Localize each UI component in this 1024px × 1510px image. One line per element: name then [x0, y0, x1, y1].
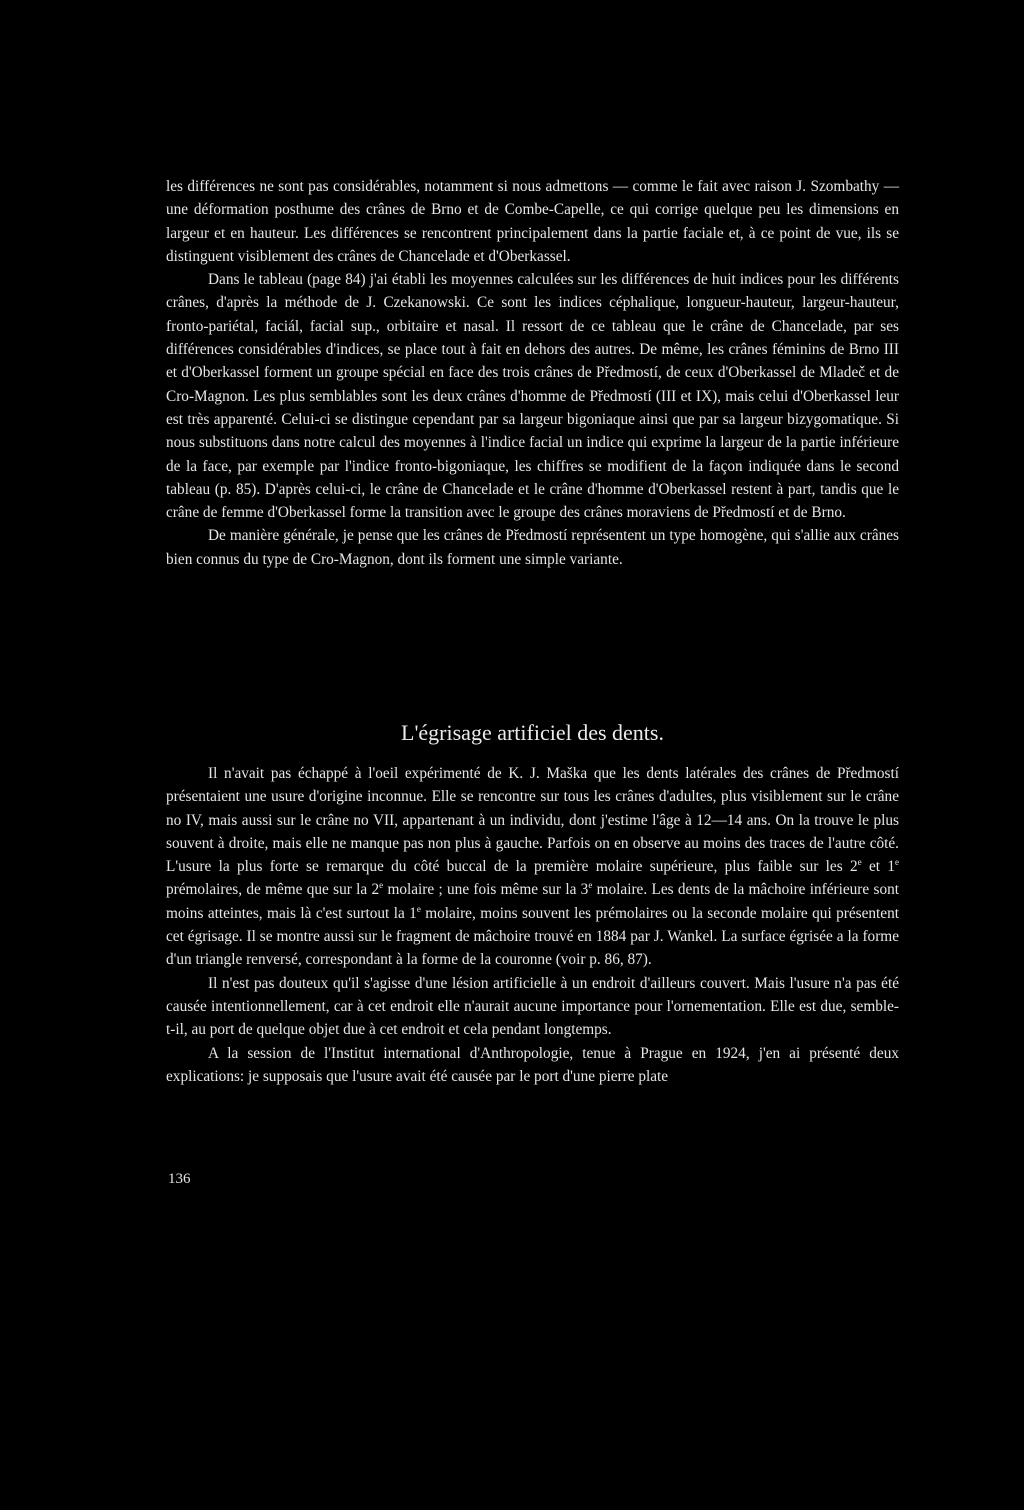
paragraph-4-text-b: et 1 — [861, 858, 896, 876]
paragraph-2: Dans le tableau (page 84) j'ai établi les moyennes calculées sur les différences de huit indices pour les différents crânes, d'après la méthode de J. Czekanowski. Ce sont les indices céphalique, longueur-hauteur, largeur-hauteur, fronto-pariétal, faciál, facial sup., orbitaire et nasal. Il ressort de ce tableau que le crâne de Chancelade, par ses différences considérables d'indices, se place tout à fait en dehors des autres. De même, les crânes féminins de Brno III et d'Oberkassel forment un groupe spécial en face des trois crânes de Předmostí, de ceux d'Oberkassel de Mladeč et de Cro-Magnon. Les plus semblables sont les deux crânes d'homme de Předmostí (III et IX), mais celui d'Oberkassel leur est très apparenté. Celui-ci se distingue cependant par sa largeur bigoniaque ainsi que par sa largeur bizygomatique. Si nous substituons dans notre calcul des moyennes à l'indice facial un indice qui exprime la largeur de la partie inférieure de la face, par exemple par l'indice fronto-bigoniaque, les chiffres se modifient de la façon indiquée dans le second tableau (p. 85). D'après celui-ci, le crâne de Chancelade et le crâne d'homme d'Oberkassel restent à part, tandis que le crâne de femme d'Oberkassel forme la transition avec le groupe des crânes moraviens de Předmostí et de Brno. — [166, 271, 899, 522]
superscript-e: e — [416, 903, 421, 914]
page-number: 136 — [168, 1171, 191, 1187]
superscript-e: e — [895, 857, 900, 868]
paragraph-6: A la session de l'Institut international d'Anthropologie, tenue à Prague en 1924, j'en ai présenté deux explications: je supposais que l'usure avait été causée par le port d'une pierre plate — [166, 1044, 899, 1085]
superscript-e: e — [857, 857, 862, 868]
body-text-bottom — [166, 762, 899, 1088]
paragraph-4-text-d: molaire ; une fois même sur la 3 — [383, 881, 589, 899]
superscript-e: e — [379, 880, 384, 891]
paragraph-1: les différences ne sont pas considérables, notamment si nous admettons — comme le fait avec raison J. Szombathy — une déformation posthume des crânes de Brno et de Combe-Capelle, ce qui corrige quelque peu les dimensions en largeur et en hauteur. Les différences se rencontrent principalement dans la partie faciale et, à ce point de vue, ils se distinguent visiblement des crânes de Chancelade et d'Oberkassel. — [166, 178, 899, 265]
paragraph-4-text-e: molaire. Les dents de la mâchoire inférieure sont moins atteintes, mais là c'est surtout la 1 — [166, 881, 899, 922]
body-text-top — [166, 175, 899, 571]
paragraph-4-text-c: prémolaires, de même que sur la 2 — [166, 881, 380, 899]
paragraph-4 — [166, 762, 899, 972]
paragraph-5: Il n'est pas douteux qu'il s'agisse d'une lésion artificielle à un endroit d'ailleurs couvert. Mais l'usure n'a pas été causée intentionnellement, car à cet endroit elle n'aurait aucune importance pour l'ornementation. Elle est due, semble-t-il, au port de quelque objet due à cet endroit et cela pendant longtemps. — [166, 974, 899, 1039]
paragraph-4-text-f: molaire, moins souvent les prémolaires ou la seconde molaire qui présentent cet égrisage. Il se montre aussi sur le fragment de mâchoire trouvé en 1884 par J. Wankel. La surface égrisée a la forme d'un triangle renversé, correspondant à la forme de la couronne (voir p. 86, 87). — [166, 904, 899, 969]
paragraph-3: De manière générale, je pense que les crânes de Předmostí représentent un type homogène, qui s'allie aux crânes bien connus du type de Cro-Magnon, dont ils forment une simple variante. — [166, 527, 899, 568]
superscript-e: e — [588, 880, 593, 891]
paragraph-4-text-a: Il n'avait pas échappé à l'oeil expérimenté de K. J. Maška que les dents latérales des crânes de Předmostí présentaient une usure d'origine inconnue. Elle se rencontre sur tous les crânes d'adultes, plus visiblement sur le crâne no IV, mais aussi sur le crâne no VII, appartenant à un individu, dont j'estime l'âge à 12—14 ans. On la trouve le plus souvent à droite, mais elle ne manque pas non plus à gauche. Parfois on en observe au moins des traces de l'autre côté. L'usure la plus forte se remarque du côté buccal de la première molaire supérieure, plus faible sur les 2 — [166, 765, 899, 876]
section-heading: L'égrisage artificiel des dents. — [401, 720, 664, 745]
